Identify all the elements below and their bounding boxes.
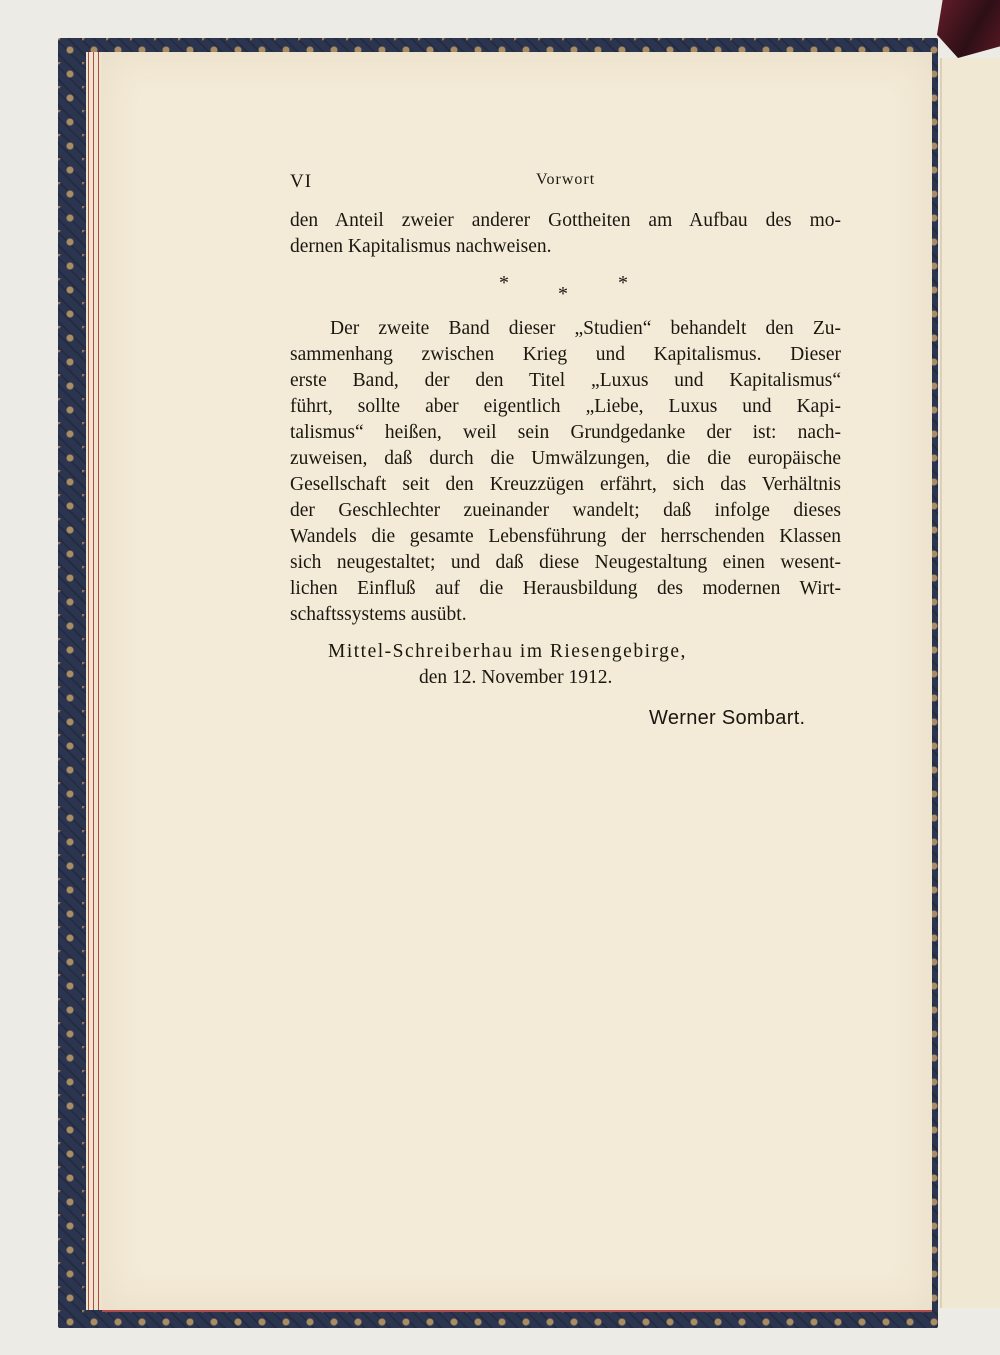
paragraph-line: lichen Einfluß auf die Herausbildung des modernen Wirt- xyxy=(290,578,841,599)
paragraph-line: erste Band, der den Titel „Luxus und Kapitalismus“ xyxy=(290,370,841,391)
page-number: VI xyxy=(290,171,313,192)
paragraph-line: der Geschlechter zueinander wandelt; daß infolge dieses xyxy=(290,500,841,521)
paragraph-line: den Anteil zweier anderer Gottheiten am Aufbau des mo- xyxy=(290,210,841,231)
paragraph-line: Gesellschaft seit den Kreuzzügen erfährt, sich das Verhältnis xyxy=(290,474,841,495)
separator-star: * xyxy=(618,272,628,294)
paragraph-line: schaftssystems ausübt. xyxy=(290,604,467,625)
date-line: den 12. November 1912. xyxy=(419,667,613,688)
paragraph-line: Der zweite Band dieser „Studien“ behandelt den Zu- xyxy=(330,318,841,339)
paragraph-line: Wandels die gesamte Lebensführung der herrschenden Klassen xyxy=(290,526,841,547)
paragraph-line: dernen Kapitalismus nachweisen. xyxy=(290,236,552,257)
paragraph-line: sammenhang zwischen Krieg und Kapitalismus. Dieser xyxy=(290,344,841,365)
running-title: Vorwort xyxy=(536,171,596,188)
separator-star: * xyxy=(499,272,509,294)
paragraph-line: talismus“ heißen, weil sein Grundgedanke der ist: nach- xyxy=(290,422,841,443)
paragraph-line: sich neugestaltet; und daß diese Neugestaltung einen wesent- xyxy=(290,552,841,573)
author-signature: Werner Sombart. xyxy=(649,707,806,729)
paragraph-line: führt, sollte aber eigentlich „Liebe, Luxus und Kapi- xyxy=(290,396,841,417)
separator-star: * xyxy=(558,283,568,305)
paragraph-line: zuweisen, daß durch die Umwälzungen, die die europäische xyxy=(290,448,841,469)
place-line: Mittel-Schreiberhau im Riesengebirge, xyxy=(328,641,687,662)
